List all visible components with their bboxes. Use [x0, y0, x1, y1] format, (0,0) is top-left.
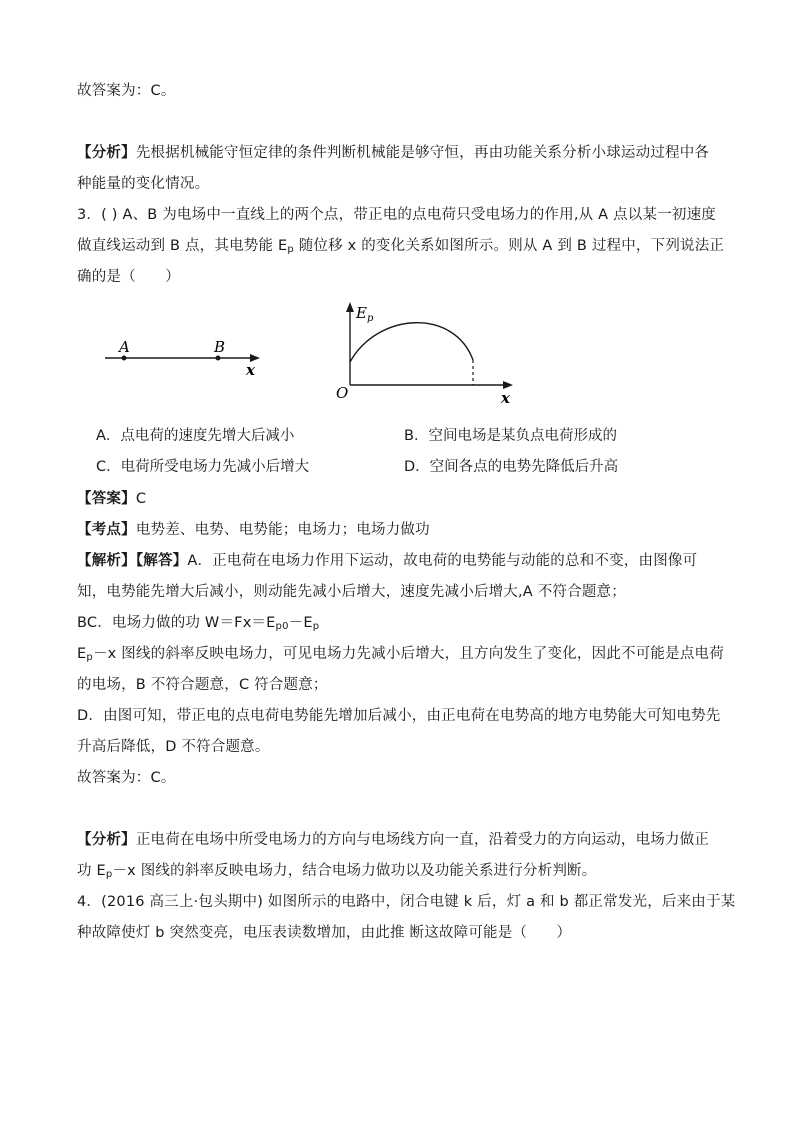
- option-c: C．电荷所受电场力先减小后增大: [96, 459, 310, 475]
- ep-curve: [350, 323, 473, 362]
- analysis-tag: 【分析】: [77, 145, 136, 161]
- subscript: p: [86, 652, 93, 663]
- analysis-text-part: 功 E: [77, 863, 106, 879]
- answer-tag: 【答案】: [77, 491, 136, 507]
- solution-text-part: BC．电场力做的功 W＝Fx＝E: [77, 615, 276, 631]
- solution-line-2: 知，电势能先增大后减小，则动能先减小后增大，速度先减小后增大,A 不符合题意；: [77, 584, 626, 600]
- question-3-line-2: [77, 236, 724, 260]
- solution-line-4: [77, 644, 724, 668]
- analysis-tag: 【分析】: [77, 832, 136, 848]
- question-3-line-1: 3．( ) A、B 为电场中一直线上的两个点，带正电的点电荷只受电场力的作用,从 A 点以某一初速度: [77, 207, 716, 223]
- answer-value: C: [135, 491, 147, 507]
- y-axis-label: $E_p$: [356, 304, 374, 324]
- figure-ep-x-graph: [330, 298, 520, 408]
- exam-point-text: 电势差、电势、电势能；电场力；电场力做功: [135, 522, 430, 538]
- analysis-text-part: －x 图线的斜率反映电场力，结合电场力做功以及功能关系进行分析判断。: [112, 863, 597, 879]
- solution-line-1: [77, 551, 697, 571]
- subscript: p0: [275, 621, 289, 632]
- solution-line-6: D．由图可知，带正电的点电荷电势能先增加后减小，由正电荷在电势高的地方电势能大可知电势先: [77, 708, 721, 724]
- question-3-line-3: 确的是（ ）: [77, 269, 180, 285]
- solution-sub-tag: 【解答】: [135, 553, 188, 569]
- analysis-line-2: [77, 861, 596, 885]
- figure-line-ab: [100, 330, 270, 380]
- solution-line-3: [77, 613, 319, 637]
- previous-analysis-line-2: 种能量的变化情况。: [77, 176, 210, 192]
- option-a: A．点电荷的速度先增大后减小: [96, 428, 295, 444]
- x-arrow-icon: [503, 381, 513, 389]
- q3-subscript: p: [287, 244, 294, 255]
- solution-final-answer: 故答案为：C。: [77, 770, 176, 786]
- previous-analysis-line-1: [77, 143, 709, 163]
- analysis-text: 先根据机械能守恒定律的条件判断机械能是够守恒，再由功能关系分析小球运动过程中各: [135, 145, 710, 161]
- question-4-line-1: 4．(2016 高三上·包头期中) 如图所示的电路中，闭合电键 k 后，灯 a 和 b 都正常发光，后来由于某: [77, 894, 736, 910]
- label-x: x: [246, 361, 255, 379]
- solution-line-7: 升高后降低，D 不符合题意。: [77, 739, 270, 755]
- x-axis-label: x: [501, 389, 510, 407]
- solution-text-part: －E: [288, 615, 313, 631]
- option-b: B．空间电场是某负点电荷形成的: [404, 428, 617, 444]
- origin-label: O: [336, 384, 349, 402]
- q3-text-part: 随位移 x 的变化关系如图所示。则从 A 到 B 过程中，下列说法正: [293, 238, 725, 254]
- label-b: B: [214, 338, 226, 356]
- option-d: D．空间各点的电势先降低后升高: [404, 459, 619, 475]
- exam-point-line: [77, 520, 430, 540]
- subscript: p: [105, 869, 113, 880]
- analysis-line-1: [77, 830, 709, 850]
- y-arrow-icon: [346, 302, 354, 312]
- question-4-line-2: 种故障使灯 b 突然变亮，电压表读数增加，由此推 断这故障可能是（ ）: [77, 925, 572, 941]
- previous-answer: 故答案为：C。: [77, 83, 176, 99]
- solution-tag: 【解析】: [77, 553, 136, 569]
- point-b: [216, 356, 221, 361]
- answer-line: [77, 489, 146, 509]
- solution-text: A．正电荷在电场力作用下运动，故电荷的电势能与动能的总和不变，由图像可: [187, 553, 698, 569]
- exam-point-tag: 【考点】: [77, 522, 136, 538]
- q3-text-part: 做直线运动到 B 点，其电势能 E: [77, 238, 288, 254]
- subscript: p: [312, 621, 320, 632]
- label-a: A: [119, 338, 130, 356]
- point-a: [122, 356, 127, 361]
- solution-text-part: －x 图线的斜率反映电场力，可见电场力先减小后增大，且方向发生了变化，因此不可能是点电荷: [92, 646, 724, 662]
- analysis-text: 正电荷在电场中所受电场力的方向与电场线方向一直，沿着受力的方向运动，电场力做正: [135, 832, 710, 848]
- solution-text-part: E: [77, 646, 87, 662]
- solution-line-5: 的电场，B 不符合题意，C 符合题意；: [77, 677, 328, 693]
